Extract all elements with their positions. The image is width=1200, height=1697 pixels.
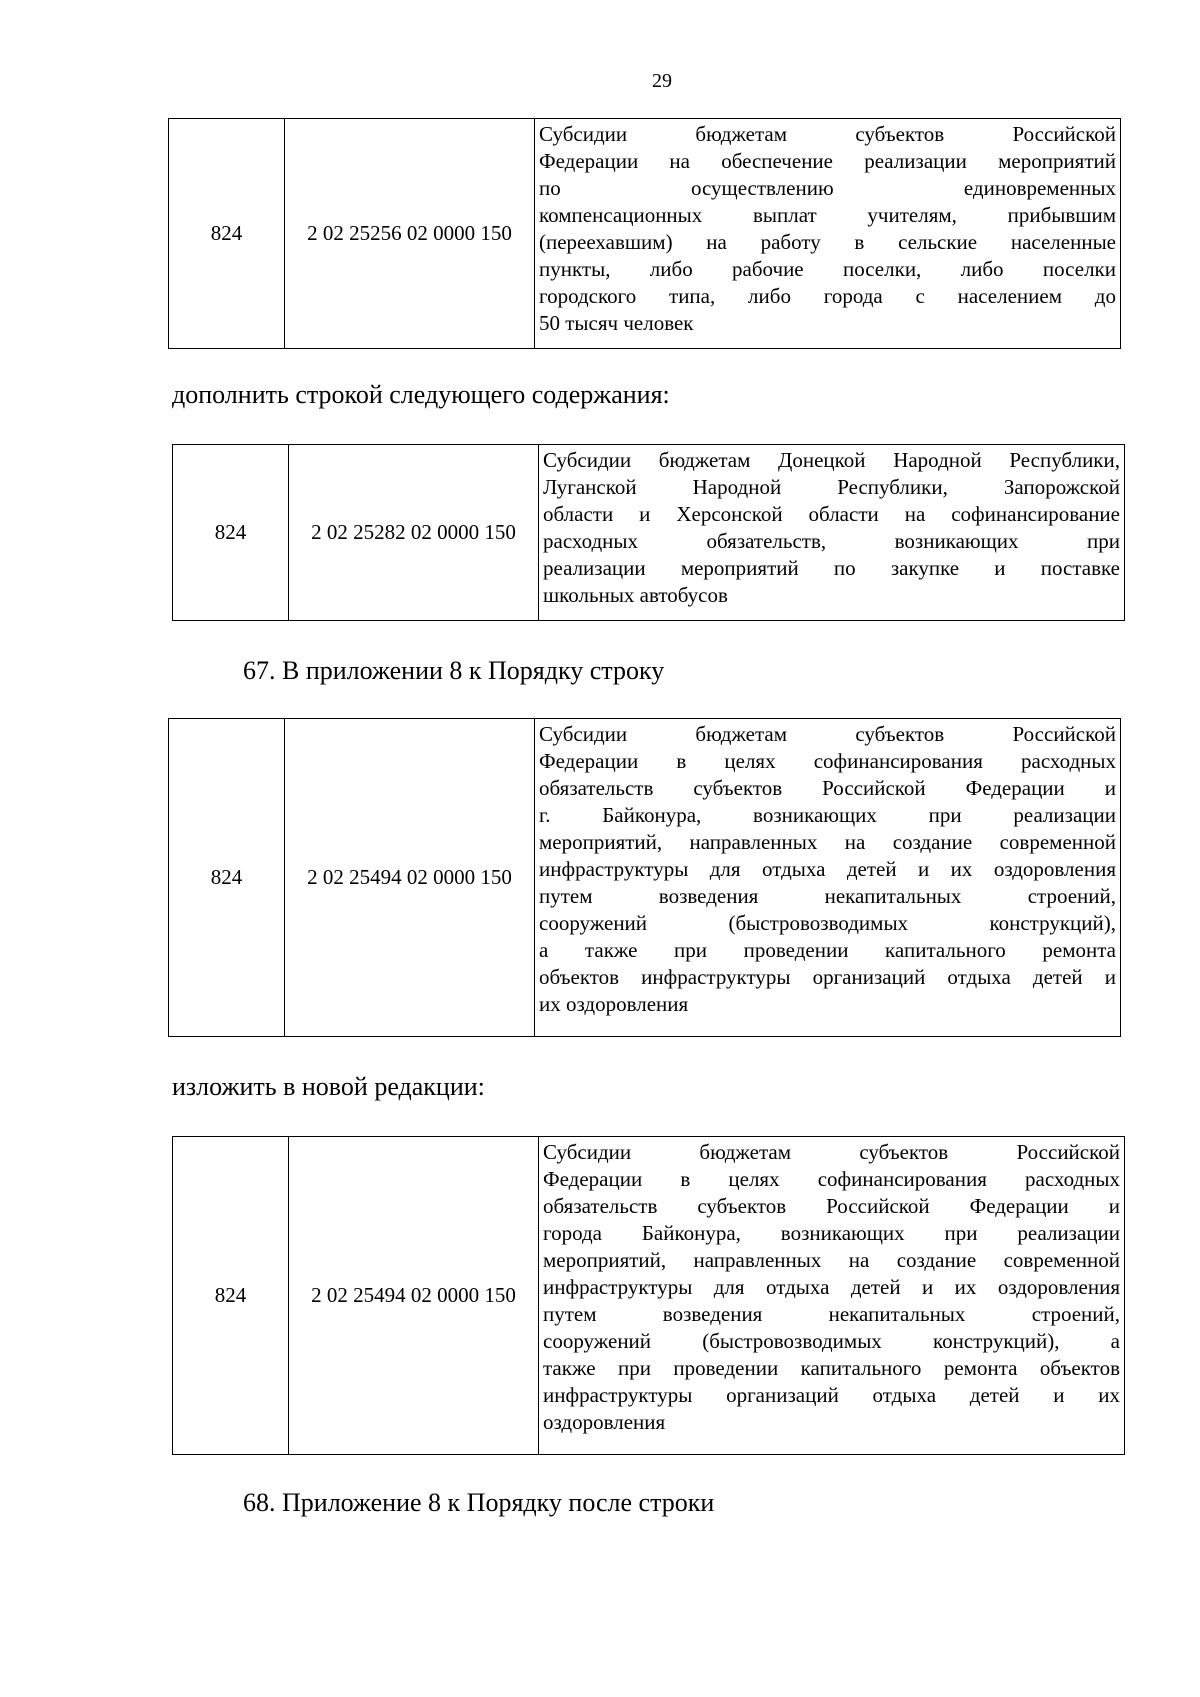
description-line: обязательств субъектов Российской Федерации и	[543, 1194, 1120, 1218]
description-line: их оздоровления	[539, 992, 689, 1016]
table-row	[173, 1137, 1125, 1455]
description-line: реализации мероприятий по закупке и поставке	[543, 556, 1120, 580]
description-line: Субсидии бюджетам субъектов Российской	[543, 1140, 1120, 1164]
budget-code-cell: 2 02 25282 02 0000 150	[289, 445, 539, 621]
description-line: объектов инфраструктуры организаций отдыха детей и	[539, 965, 1116, 989]
description-line: а также при проведении капитального ремонта	[539, 938, 1116, 962]
description-line: Субсидии бюджетам Донецкой Народной Республики,	[543, 448, 1120, 472]
budget-code-cell: 2 02 25494 02 0000 150	[285, 719, 535, 1037]
description-line: школьных автобусов	[543, 583, 728, 607]
description-line: путем возведения некапитальных строений,	[543, 1302, 1120, 1326]
description-line: компенсационных выплат учителям, прибывшим	[539, 203, 1116, 227]
description-line: Федерации в целях софинансирования расходных	[543, 1167, 1120, 1191]
description-cell	[535, 719, 1121, 1037]
description-line: городского типа, либо города с населением до	[539, 284, 1116, 308]
page-number: 29	[652, 70, 672, 92]
description-line: Субсидии бюджетам субъектов Российской	[539, 722, 1116, 746]
description-line: мероприятий, направленных на создание современной	[543, 1248, 1120, 1272]
budget-code-table-3	[168, 718, 1121, 1037]
table-row	[173, 445, 1125, 621]
description-cell	[539, 445, 1125, 621]
instruction-add-row: дополнить строкой следующего содержания:	[172, 380, 670, 409]
description-line: обязательств субъектов Российской Федерации и	[539, 776, 1116, 800]
description-line: Субсидии бюджетам субъектов Российской	[539, 122, 1116, 146]
budget-code-cell: 2 02 25494 02 0000 150	[289, 1137, 539, 1455]
description-line: мероприятий, направленных на создание современной	[539, 830, 1116, 854]
description-cell	[535, 119, 1121, 349]
instruction-item-67: 67. В приложении 8 к Порядку строку	[243, 656, 665, 685]
description-line: Федерации в целях софинансирования расходных	[539, 749, 1116, 773]
description-line: г. Байконура, возникающих при реализации	[539, 803, 1116, 827]
instruction-new-edition: изложить в новой редакции:	[172, 1072, 485, 1101]
description-line: по осуществлению единовременных	[539, 176, 1116, 200]
description-line: пункты, либо рабочие поселки, либо поселки	[539, 257, 1116, 281]
description-line: области и Херсонской области на софинансирование	[543, 502, 1120, 526]
description-line: инфраструктуры для отдыха детей и их оздоровления	[539, 857, 1116, 881]
description-line: инфраструктуры для отдыха детей и их оздоровления	[543, 1275, 1120, 1299]
instruction-item-68: 68. Приложение 8 к Порядку после строки	[243, 1488, 715, 1517]
description-line: Федерации на обеспечение реализации мероприятий	[539, 149, 1116, 173]
description-line: города Байконура, возникающих при реализации	[543, 1221, 1120, 1245]
description-line: путем возведения некапитальных строений,	[539, 884, 1116, 908]
admin-code-cell: 824	[173, 445, 289, 621]
admin-code-cell: 824	[169, 719, 285, 1037]
description-line: оздоровления	[543, 1410, 666, 1434]
table-row	[169, 119, 1121, 349]
description-line: Луганской Народной Республики, Запорожской	[543, 475, 1120, 499]
budget-code-cell: 2 02 25256 02 0000 150	[285, 119, 535, 349]
admin-code-cell: 824	[169, 119, 285, 349]
admin-code-cell: 824	[173, 1137, 289, 1455]
budget-code-table-4	[172, 1136, 1125, 1455]
description-line: сооружений (быстровозводимых конструкций),	[539, 911, 1116, 935]
budget-code-table-1	[168, 118, 1121, 349]
description-line: инфраструктуры организаций отдыха детей и их	[543, 1383, 1120, 1407]
description-line: 50 тысяч человек	[539, 311, 694, 335]
description-line: также при проведении капитального ремонта объектов	[543, 1356, 1120, 1380]
description-cell	[539, 1137, 1125, 1455]
description-line: сооружений (быстровозводимых конструкций), а	[543, 1329, 1120, 1353]
table-row	[169, 719, 1121, 1037]
description-line: (переехавшим) на работу в сельские населенные	[539, 230, 1116, 254]
description-line: расходных обязательств, возникающих при	[543, 529, 1120, 553]
budget-code-table-2	[172, 444, 1125, 621]
